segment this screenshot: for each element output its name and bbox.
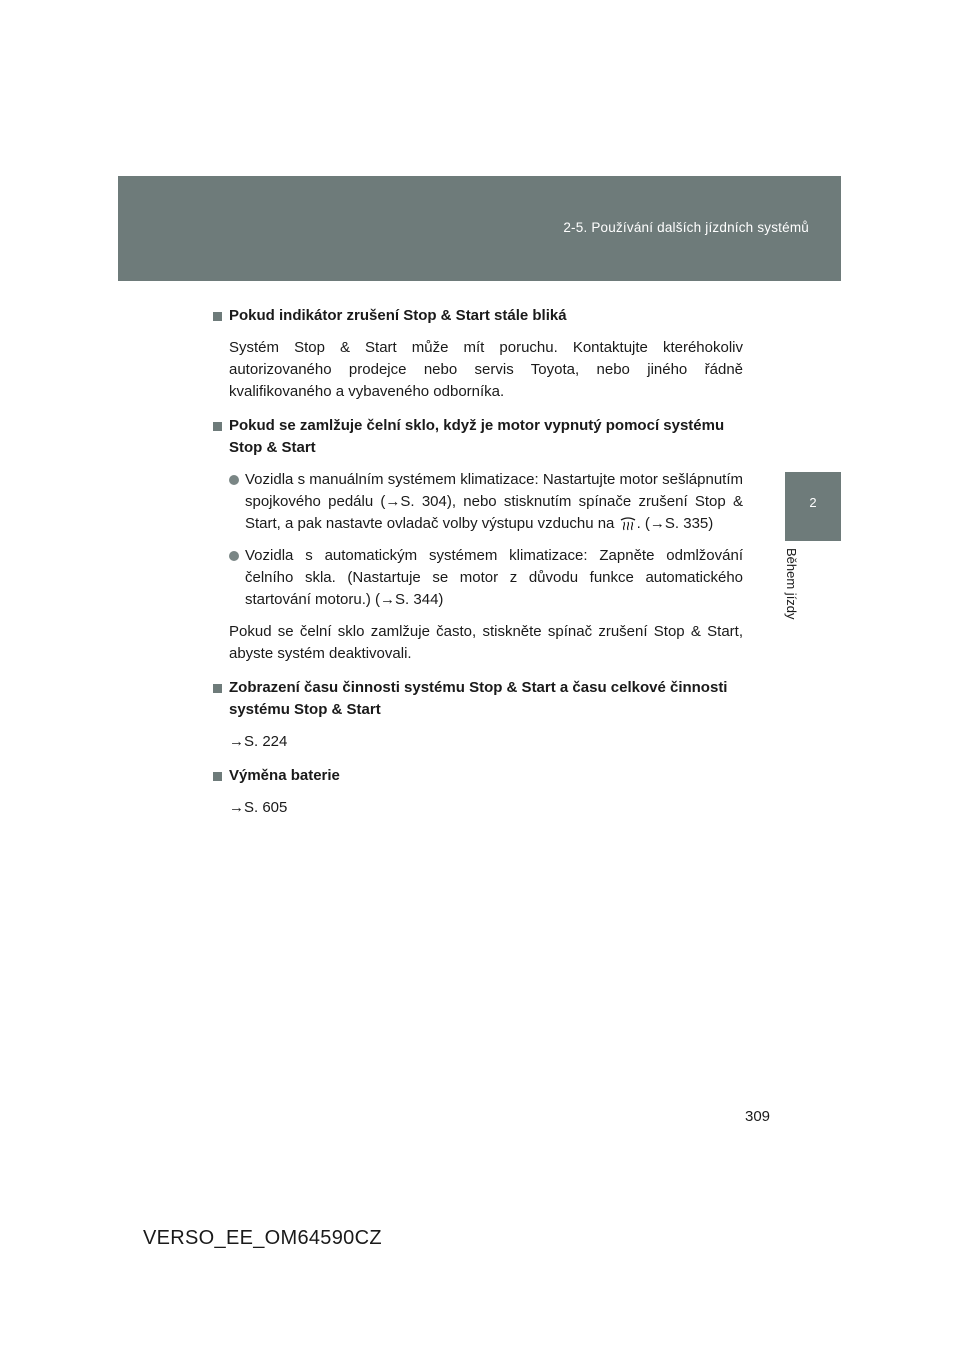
section-heading <box>213 415 743 459</box>
page-reference: →S. 605 <box>229 799 288 816</box>
section-blinking-indicator <box>213 305 743 403</box>
chapter-number: 2 <box>809 495 817 510</box>
heading-text: Zobrazení času činnosti systému Stop & Start a času celkové činnosti systému Stop & Start <box>229 679 728 718</box>
header-band <box>118 176 841 281</box>
square-bullet-icon <box>213 422 222 431</box>
square-bullet-icon <box>213 684 222 693</box>
round-bullet-icon <box>229 475 239 485</box>
section-heading <box>213 765 743 787</box>
list-item-text: Vozidla s automatickým systémem klimatizace: Zapněte odmlžování čelního skla. (Nastartuje se motor z důvodu funkce automatického startování motoru.) (→S. 344) <box>245 547 743 608</box>
list-item-text-end: . (→S. 335) <box>636 515 714 532</box>
list-item <box>229 469 743 535</box>
body-text: Systém Stop & Start může mít poruchu. Kontaktujte kteréhokoliv autorizovaného prodejce nebo servis Toyota, nebo jiného řádně kvalifikovaného a vybaveného odborníka. <box>229 339 743 400</box>
square-bullet-icon <box>213 772 222 781</box>
section-windshield-fog <box>213 415 743 665</box>
section-operation-time <box>213 677 743 753</box>
page-content <box>213 305 743 819</box>
body-text: Pokud se čelní sklo zamlžuje často, stiskněte spínač zrušení Stop & Start, abyste systém deaktivovali. <box>229 623 743 662</box>
heading-text: Pokud se zamlžuje čelní sklo, když je motor vypnutý pomocí systému Stop & Start <box>229 417 725 456</box>
document-code: VERSO_EE_OM64590CZ <box>143 1227 382 1249</box>
section-heading <box>213 677 743 721</box>
page-number: 309 <box>745 1108 771 1125</box>
heading-text: Výměna baterie <box>229 767 340 784</box>
section-heading <box>213 305 743 327</box>
chapter-label: Během jízdy <box>784 548 799 620</box>
heading-text: Pokud indikátor zrušení Stop & Start stále bliká <box>229 307 567 324</box>
section-battery-replacement <box>213 765 743 819</box>
chapter-tab <box>785 472 841 541</box>
section-title: 2-5. Používání dalších jízdních systémů <box>563 220 809 235</box>
windshield-defroster-icon <box>619 515 637 531</box>
list-item-text: Vozidla s manuálním systémem klimatizace: Nastartujte motor sešlápnutím spojkového pedálu (→S. 304), nebo stisknutím spínače zrušení Stop & Start, a pak nastavte ovladač volby výstupu vzduchu na <box>245 471 743 532</box>
list-item <box>229 545 743 611</box>
round-bullet-icon <box>229 551 239 561</box>
square-bullet-icon <box>213 312 222 321</box>
page-reference: →S. 224 <box>229 733 288 750</box>
